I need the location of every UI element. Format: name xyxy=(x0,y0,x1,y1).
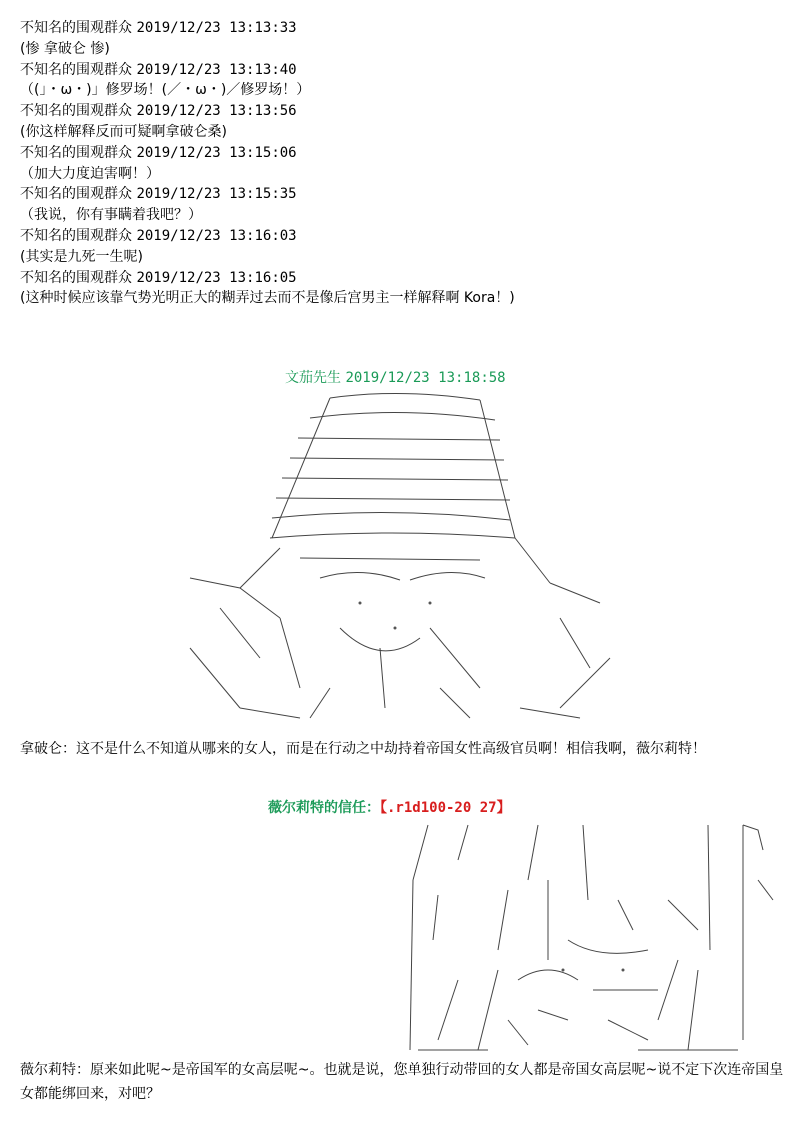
narrator-name: 文茄先生 xyxy=(285,370,341,386)
chat-header: 不知名的围观群众 2019/12/23 13:15:35 xyxy=(20,186,297,203)
dialog-violet: 薇尔莉特：原来如此呢~是帝国军的女高层呢~。也就是说，您单独行动带回的女人都是帝国女高层呢~说不定下次连帝国皇女都能绑回来，对吧？ xyxy=(20,1062,784,1102)
ascii-art-violet-figure xyxy=(398,820,783,1056)
chat-header: 不知名的围观群众 2019/12/23 13:16:03 xyxy=(20,227,297,244)
chat-message: (你这样解释反而可疑啊拿破仑桑) xyxy=(20,123,227,140)
dialog-napoleon: 拿破仑：这不是什么不知道从哪来的女人，而是在行动之中劫持着帝国女性高级官员啊！相信我啊，薇尔莉特！ xyxy=(20,741,706,757)
narrator-time: 2019/12/23 13:18:58 xyxy=(345,370,506,386)
ascii-art-hooded-figure xyxy=(180,388,620,724)
roll-value: 【.r1d100-20 27】 xyxy=(380,800,511,816)
chat-log xyxy=(20,18,790,309)
chat-message: （我说，你有事瞒着我吧？） xyxy=(20,207,202,224)
roll-label: 薇尔莉特的信任： xyxy=(268,800,380,816)
chat-header: 不知名的围观群众 2019/12/23 13:16:05 xyxy=(20,269,297,286)
chat-header: 不知名的围观群众 2019/12/23 13:13:56 xyxy=(20,103,297,120)
chat-message: （加大力度迫害啊！） xyxy=(20,165,160,182)
chat-message: (其实是九死一生呢) xyxy=(20,248,143,265)
narrator-header xyxy=(285,367,506,387)
chat-header: 不知名的围观群众 2019/12/23 13:13:33 xyxy=(20,20,297,36)
chat-header: 不知名的围观群众 2019/12/23 13:13:40 xyxy=(20,61,297,78)
chat-header: 不知名的围观群众 2019/12/23 13:15:06 xyxy=(20,144,297,161)
chat-message: (惨 拿破仑 惨) xyxy=(20,40,110,57)
chat-message: （(」・ω・)」修罗场！(／・ω・)／修罗场！） xyxy=(20,82,311,99)
trust-roll xyxy=(268,797,511,817)
chat-message: (这种时候应该靠气势光明正大的糊弄过去而不是像后宫男主一样解释啊 Kora！) xyxy=(20,290,515,307)
